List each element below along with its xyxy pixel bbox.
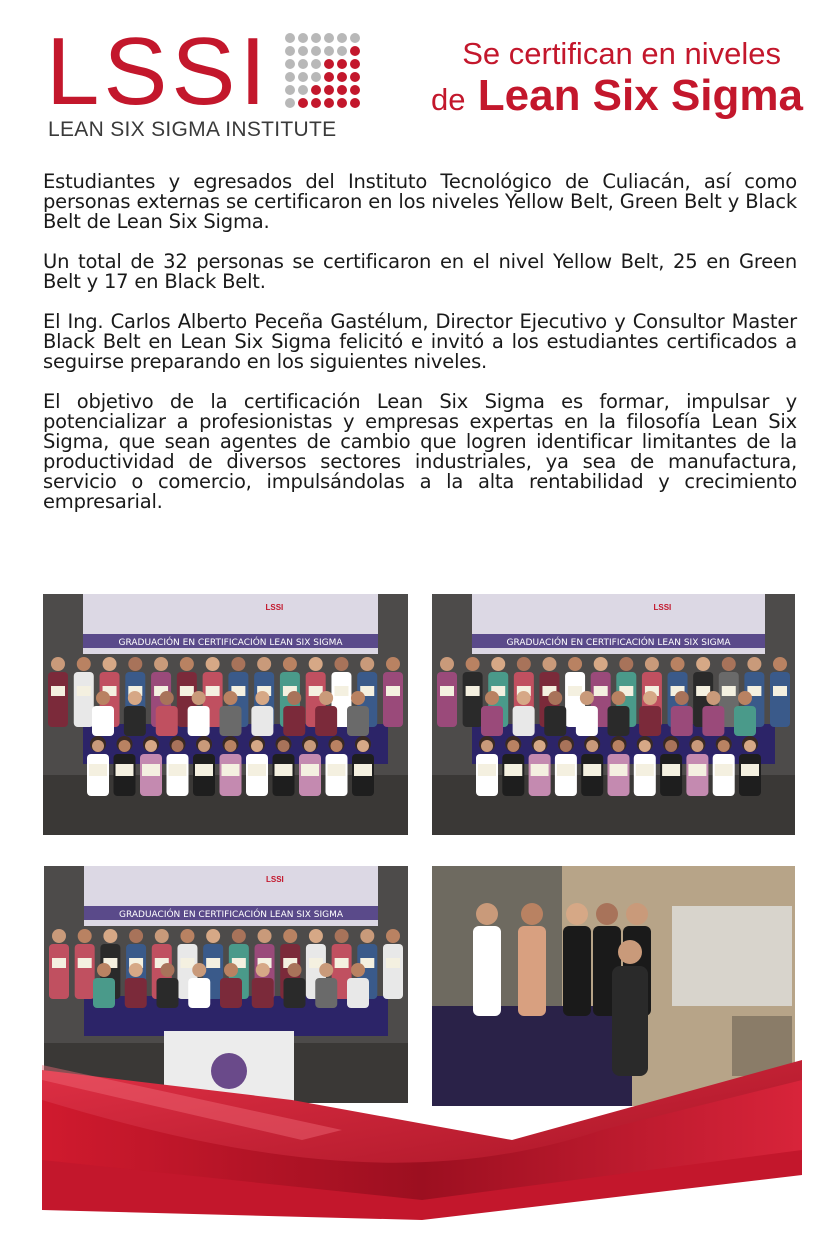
logo-dot	[324, 85, 334, 95]
paragraph-totals: Un total de 32 personas se certificaron en el nivel Yellow Belt, 25 en Green Belt y 17 en Black Belt.	[43, 250, 797, 293]
paragraph-intro: Estudiantes y egresados del Instituto Tecnológico de Culiacán, así como personas externas se certificaron en los niveles Yellow Belt, Green Belt y Black Belt de Lean Six Sigma.	[43, 170, 797, 233]
logo-dot	[350, 33, 360, 43]
graduation-photo-1	[43, 594, 408, 835]
logo-dot	[285, 59, 295, 69]
logo-dot	[337, 33, 347, 43]
logo-dot	[298, 98, 308, 108]
decorative-red-ribbon	[42, 1040, 802, 1220]
logo-dots-icon	[284, 32, 362, 110]
logo-dot	[311, 72, 321, 82]
banner-logo: LSSI	[266, 875, 284, 884]
logo-dot	[350, 46, 360, 56]
graduation-photo-2	[432, 594, 795, 835]
banner-logo: LSSI	[265, 603, 284, 612]
logo-dot	[324, 59, 334, 69]
logo-subtitle: LEAN SIX SIGMA INSTITUTE	[48, 118, 337, 141]
headline	[431, 36, 803, 124]
logo-dot	[324, 72, 334, 82]
logo-dot	[298, 72, 308, 82]
banner-text: GRADUACIÓN EN CERTIFICACIÓN LEAN SIX SIGMA	[506, 638, 731, 648]
article-body	[43, 172, 797, 532]
logo-dot	[298, 85, 308, 95]
logo-dot	[311, 85, 321, 95]
logo-dot	[311, 98, 321, 108]
logo-dot	[337, 72, 347, 82]
lssi-logo	[38, 18, 368, 142]
logo-dot	[337, 98, 347, 108]
logo-dot	[311, 59, 321, 69]
banner-text: GRADUACIÓN EN CERTIFICACIÓN LEAN SIX SIGMA	[119, 910, 343, 920]
logo-dot	[324, 46, 334, 56]
graduation-photo-2-image	[432, 594, 795, 835]
logo-letters: LSSI	[46, 18, 271, 125]
logo-dot	[285, 33, 295, 43]
logo-dot	[298, 46, 308, 56]
headline-main: Lean Six Sigma	[477, 71, 803, 120]
logo-dot	[285, 46, 295, 56]
headline-line1: Se certifican en niveles	[462, 36, 781, 71]
logo-dot	[324, 33, 334, 43]
logo-dot	[337, 85, 347, 95]
paragraph-objective: El objetivo de la certificación Lean Six Sigma es formar, impulsar y potencializar a profesionistas y empresas expertas en la filosofía Lean Six Sigma, que sean agentes de cambio que logren identificar limitantes de la productividad de diversos sectores industriales, ya sea de manufactura, servicio o comercio, impulsándolas a la alta rentabilidad y crecimiento empresarial.	[43, 390, 797, 513]
banner-text: GRADUACIÓN EN CERTIFICACIÓN LEAN SIX SIGMA	[118, 638, 343, 648]
logo-dot	[324, 98, 334, 108]
logo-dot	[337, 46, 347, 56]
logo-dot	[350, 85, 360, 95]
graduation-photo-1-image	[43, 594, 408, 835]
headline-line2	[431, 72, 803, 124]
logo-dot	[350, 98, 360, 108]
logo-dot	[285, 98, 295, 108]
logo-dot	[285, 85, 295, 95]
paragraph-director: El Ing. Carlos Alberto Peceña Gastélum, Director Ejecutivo y Consultor Master Black Belt en Lean Six Sigma felicitó e invitó a los estudiantes certificados a seguirse preparando en los siguientes niveles.	[43, 310, 797, 373]
banner-logo: LSSI	[653, 603, 672, 612]
logo-dot	[311, 33, 321, 43]
logo-dot	[350, 72, 360, 82]
logo-dot	[350, 59, 360, 69]
headline-prefix: de	[431, 82, 466, 117]
logo-dot	[298, 33, 308, 43]
logo-dot	[298, 59, 308, 69]
logo-dot	[285, 72, 295, 82]
logo-dot	[311, 46, 321, 56]
logo-dot	[337, 59, 347, 69]
